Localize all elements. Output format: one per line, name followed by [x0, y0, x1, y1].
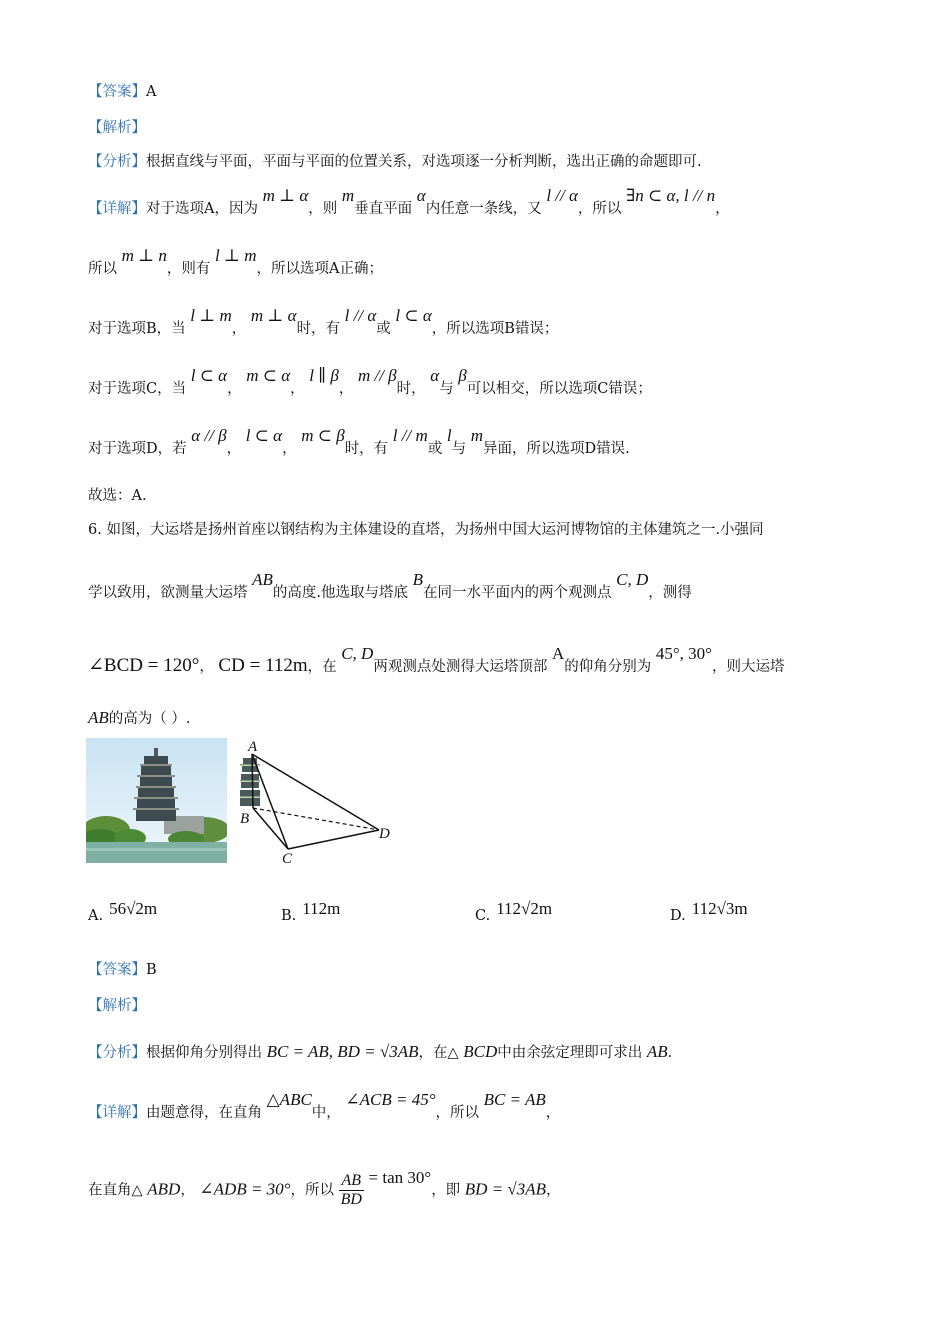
- math-expr: 45°, 30°: [655, 644, 712, 663]
- label-a: A: [248, 739, 258, 755]
- math-expr: α: [416, 186, 426, 205]
- answer-tag: 【答案】: [88, 84, 146, 100]
- fraction-denominator: BD: [340, 1191, 362, 1208]
- analysis-tag: 【解析】: [88, 120, 146, 136]
- math-expr: m // β: [357, 366, 397, 385]
- text-run: 异面，所以选项D错误.: [482, 441, 630, 457]
- text-run: ，所以选项A正确；: [256, 261, 383, 277]
- math-expr: α: [430, 366, 440, 385]
- text-run: 与: [439, 381, 454, 397]
- text-run: 垂直平面: [354, 201, 413, 217]
- label-d: D: [379, 826, 390, 842]
- text-run: 时，有: [296, 321, 341, 337]
- detail-tag: 【详解】: [88, 201, 146, 217]
- math-expr: m ⊥ α: [262, 186, 309, 205]
- question-6-line-4: [88, 708, 191, 729]
- math-expr: AB: [88, 708, 109, 727]
- text-run: 对于选项A，因为: [146, 201, 258, 217]
- text-run: 的高为（ ）.: [108, 711, 191, 727]
- text-run: 时，有: [344, 441, 389, 457]
- geometry-figure: [236, 736, 396, 866]
- text-run: ，则: [308, 201, 338, 217]
- detail2-line-1: [88, 1090, 561, 1123]
- text-run: 由题意得，在直角: [146, 1105, 262, 1121]
- fenxi-tag: 【分析】: [88, 154, 146, 170]
- detail1-line-5: [88, 426, 630, 459]
- question-6-line-1: [88, 520, 764, 540]
- detail-tag: 【详解】: [88, 1105, 146, 1121]
- detail1-conclusion: [88, 486, 147, 506]
- detail1-line-3: [88, 306, 559, 339]
- analysis-tag: 【解析】: [88, 998, 146, 1014]
- math-expr: l ⊥ m: [214, 246, 257, 265]
- math-expr: = tan 30°: [368, 1167, 432, 1187]
- text-run: ，: [226, 441, 242, 457]
- text-run: ，: [546, 1182, 561, 1199]
- math-expr: CD = 112m: [218, 655, 308, 676]
- answer-value: B: [146, 962, 157, 978]
- text-run: ，则有: [166, 261, 211, 277]
- label-b: B: [240, 811, 250, 827]
- math-expr: B: [412, 570, 423, 589]
- fraction-numerator: AB: [339, 1172, 364, 1191]
- detail1-line-2: [88, 246, 383, 279]
- text-run: 两观测点处测得大运塔顶部: [373, 659, 548, 675]
- math-expr: l // m: [392, 426, 428, 445]
- text-run: 对于选项C，当: [88, 381, 187, 397]
- answer-tag: 【答案】: [88, 962, 146, 978]
- text-run: 可以相交，所以选项C错误；: [466, 381, 652, 397]
- option-value: 56√2m: [109, 899, 158, 918]
- text-run: 中，: [311, 1105, 341, 1121]
- text-run: ，测得: [648, 585, 692, 601]
- answer-line-2: [88, 960, 157, 980]
- math-expr: l // α: [344, 306, 377, 325]
- math-expr: l // α: [546, 186, 578, 205]
- math-expr: A: [551, 644, 565, 663]
- option-letter: A.: [88, 908, 104, 924]
- text-run: 对于选项B，当: [88, 321, 186, 337]
- math-expr: l ⊂ α: [190, 366, 228, 385]
- text-run: 或: [427, 441, 443, 457]
- detail1-line-1: [88, 186, 730, 219]
- text-run: 学以致用，欲测量大运塔: [88, 585, 248, 601]
- math-expr: ∠BCD = 120°: [88, 655, 200, 676]
- text-run: 故选：A.: [88, 488, 147, 504]
- option-c[interactable]: [475, 899, 553, 925]
- math-expr: BD = √3AB: [464, 1179, 547, 1199]
- math-expr: l ⊂ α: [395, 306, 432, 325]
- question-6-line-3: [88, 644, 785, 677]
- math-expr: ABD: [147, 1179, 181, 1199]
- text-run: ，: [199, 659, 214, 675]
- text-run: 或: [376, 321, 391, 337]
- math-expr: l ⊥ m: [190, 306, 232, 325]
- text-run: 的仰角分别为: [564, 659, 652, 675]
- label-c: C: [282, 851, 293, 866]
- math-expr: BCD: [463, 1042, 498, 1061]
- fraction-ab-bd: [339, 1172, 364, 1209]
- math-expr: α // β: [191, 426, 227, 445]
- option-letter: B.: [281, 908, 297, 924]
- text-run: ，所以: [290, 1182, 334, 1199]
- math-expr: m: [470, 426, 483, 445]
- answer-line-1: [88, 82, 156, 102]
- math-expr: ∠ADB = 30°: [199, 1179, 291, 1199]
- option-value: 112m: [302, 899, 341, 918]
- math-expr: AB: [252, 570, 273, 589]
- math-expr: AB: [646, 1042, 668, 1061]
- text-run: ，所以: [435, 1105, 480, 1121]
- math-expr: m ⊥ α: [250, 306, 297, 325]
- text-run: ，: [338, 381, 354, 397]
- text-run: 中由余弦定理即可求出: [497, 1045, 643, 1061]
- text-run: .: [667, 1045, 673, 1061]
- text-run: ，则大运塔: [711, 659, 785, 675]
- text-run: ，: [282, 441, 297, 457]
- text-run: ，: [715, 201, 730, 217]
- text-run: ，: [545, 1105, 561, 1121]
- math-expr: ∃n ⊂ α, l // n: [626, 186, 716, 205]
- option-letter: D.: [670, 908, 686, 924]
- option-a[interactable]: [88, 899, 158, 925]
- math-expr: C, D: [616, 570, 649, 589]
- text-run: 内任意一条线，又: [425, 201, 542, 217]
- detail1-line-4: [88, 366, 652, 399]
- math-expr: BC = AB: [483, 1090, 546, 1109]
- text-run: ，在△: [418, 1045, 459, 1061]
- text-run: ，: [290, 381, 305, 397]
- text-run: ，: [231, 321, 247, 337]
- question-6-line-2: [88, 570, 692, 603]
- option-letter: C.: [475, 908, 491, 924]
- analysis-line-1: [88, 118, 146, 138]
- text-run: 时，: [396, 381, 426, 397]
- text-run: ，: [227, 381, 242, 397]
- detail2-line-2: [88, 1167, 561, 1209]
- option-d[interactable]: [670, 899, 748, 925]
- math-expr: △ABC: [266, 1090, 312, 1109]
- text-run: 根据仰角分别得出: [146, 1045, 262, 1061]
- text-run: 所以: [88, 261, 117, 277]
- option-value: 112√3m: [691, 899, 748, 918]
- math-expr: m: [341, 186, 355, 205]
- text-run: ，在: [307, 659, 337, 675]
- answer-value: A: [146, 84, 157, 100]
- math-expr: m ⊂ α: [246, 366, 291, 385]
- analysis-line-2: [88, 996, 146, 1016]
- text-run: ，所以选项B错误；: [431, 321, 559, 337]
- option-b[interactable]: [281, 899, 341, 925]
- text-run: ，: [180, 1182, 195, 1199]
- math-expr: m ⊥ n: [121, 246, 167, 265]
- option-value: 112√2m: [496, 899, 553, 918]
- math-expr: l ⊂ α: [245, 426, 283, 445]
- fenxi-tag: 【分析】: [88, 1045, 146, 1061]
- question-text: 6. 如图，大运塔是扬州首座以钢结构为主体建设的直塔，为扬州中国大运河博物馆的主体建筑之一.小强同: [88, 522, 764, 538]
- pagoda-photo: [86, 738, 227, 863]
- math-expr: BC = AB, BD = √3AB: [266, 1042, 419, 1061]
- math-expr: m ⊂ β: [301, 426, 345, 445]
- fenxi-text: 根据直线与平面，平面与平面的位置关系，对选项逐一分析判断，选出正确的命题即可.: [146, 154, 702, 170]
- math-expr: ∠ACB = 45°: [345, 1090, 436, 1109]
- math-expr: β: [458, 366, 467, 385]
- math-expr: l: [446, 426, 452, 445]
- text-run: 与: [451, 441, 467, 457]
- math-expr: l ∥ β: [309, 366, 339, 385]
- text-run: 的高度.他选取与塔底: [272, 585, 408, 601]
- text-run: ，所以: [577, 201, 622, 217]
- text-run: ，即: [431, 1182, 461, 1199]
- fenxi-line-1: [88, 152, 702, 172]
- text-run: 对于选项D，若: [88, 441, 187, 457]
- fenxi-line-2: [88, 1042, 672, 1063]
- text-run: 在同一水平面内的两个观测点: [423, 585, 612, 601]
- math-expr: C, D: [341, 644, 374, 663]
- text-run: 在直角△: [88, 1182, 143, 1199]
